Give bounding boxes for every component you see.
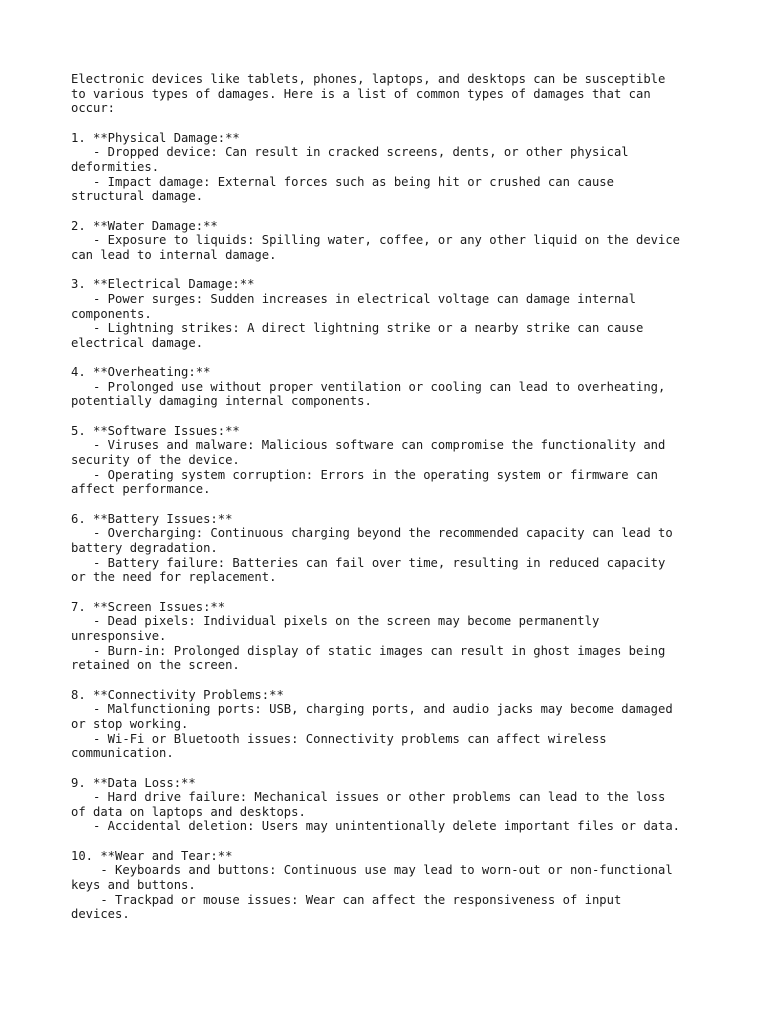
document-page (71, 72, 711, 922)
document-body-text: Electronic devices like tablets, phones, laptops, and desktops can be susceptible to various types of damages. Here is a list of common types of damages that can occur: 1. **Physical Damage:** - Dropped device: Can result in cracked screens, dents, or other physical deformities. - Impact damage: External forces such as being hit or crushed can cause structural damage. 2. **Water Damage:** - Exposure to liquids: Spilling water, coffee, or any other liquid on the device can lead to internal damage. 3. **Electrical Damage:** - Power surges: Sudden increases in electrical voltage can damage internal components. - Lightning strikes: A direct lightning strike or a nearby strike can cause electrical damage. 4. **Overheating:** - Prolonged use without proper ventilation or cooling can lead to overheating, potentially damaging internal components. 5. **Software Issues:** - Viruses and malware: Malicious software can compromise the functionality and security of the device. - Operating system corruption: Errors in the operating system or firmware can affect performance. 6. **Battery Issues:** - Overcharging: Continuous charging beyond the recommended capacity can lead to battery degradation. - Battery failure: Batteries can fail over time, resulting in reduced capacity or the need for replacement. 7. **Screen Issues:** - Dead pixels: Individual pixels on the screen may become permanently unresponsive. - Burn-in: Prolonged display of static images can result in ghost images being retained on the screen. 8. **Connectivity Problems:** - Malfunctioning ports: USB, charging ports, and audio jacks may become damaged or stop working. - Wi-Fi or Bluetooth issues: Connectivity problems can affect wireless communication. 9. **Data Loss:** - Hard drive failure: Mechanical issues or other problems can lead to the loss of data on laptops and desktops. - Accidental deletion: Users may unintentionally delete important files or data. 10. **Wear and Tear:** - Keyboards and buttons: Continuous use may lead to worn-out or non-functional keys and buttons. - Trackpad or mouse issues: Wear can affect the responsiveness of input devices. (71, 72, 681, 922)
